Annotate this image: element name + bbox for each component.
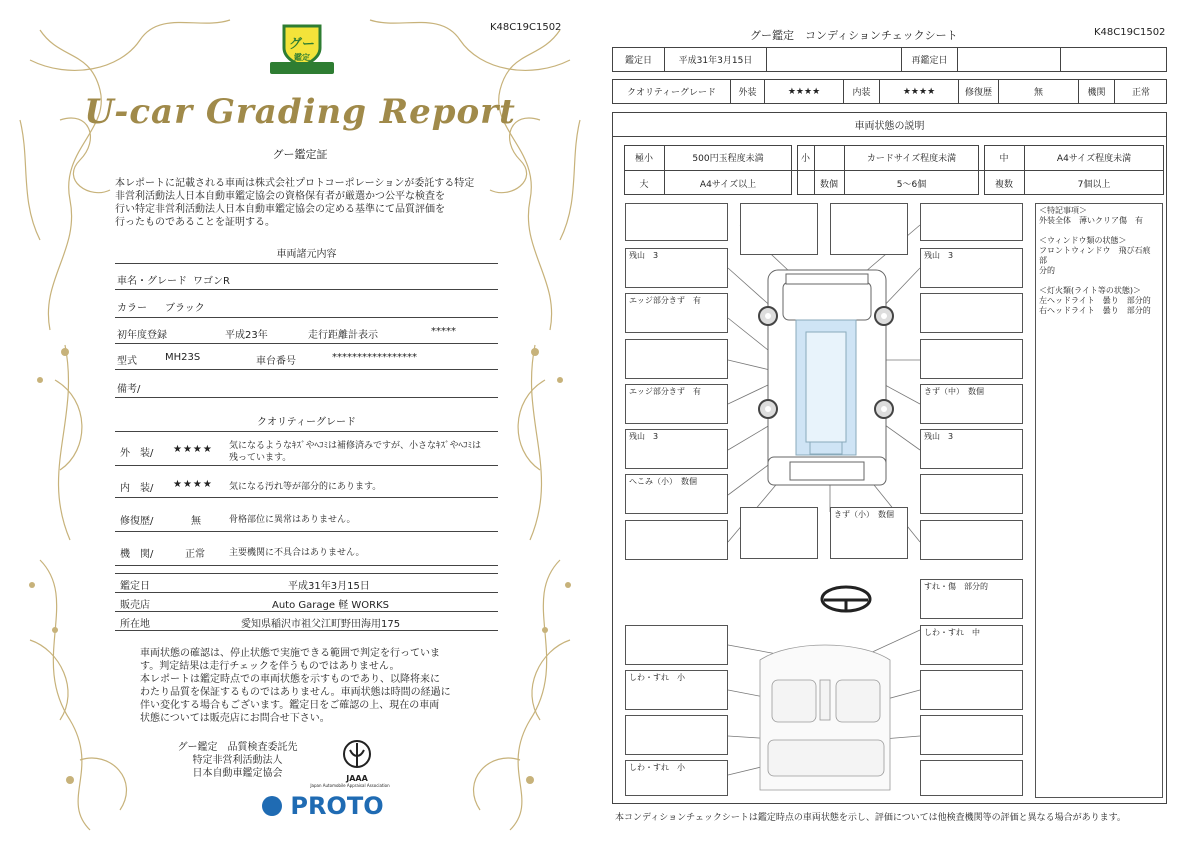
sheet-title: グー鑑定 コンディションチェックシート — [750, 29, 958, 42]
info-row-date — [115, 574, 498, 593]
chassis-label: 車台番号 — [256, 356, 296, 367]
note-line: ＜特記事項＞ — [1039, 206, 1087, 215]
legend-value: 5～6個 — [896, 180, 927, 190]
name-label: 車名・グレード — [117, 276, 187, 287]
callout-box — [625, 520, 728, 560]
info-value: Auto Garage 軽 WORKS — [272, 600, 389, 611]
callout-box — [830, 203, 908, 255]
proto-logo — [262, 792, 384, 820]
quality-label: 修復歴/ — [120, 516, 154, 527]
report-title: U-car Grading Report — [84, 92, 516, 132]
note-line — [1039, 276, 1159, 286]
repair-value: 無 — [999, 80, 1079, 103]
quality-desc: 気になる汚れ等が部分的にあります。 — [229, 482, 382, 492]
note-line: ＜灯火類(ライト等の状態)＞ — [1039, 286, 1142, 295]
quality-row-repair — [115, 502, 498, 532]
interior-stars: ★★★★ — [173, 479, 213, 490]
intro-line: 行い特定非営利活動法人日本自動車鑑定協会の定める基準にて品質評価を — [115, 204, 445, 215]
spec-heading: 車両諸元内容 — [276, 249, 337, 260]
callout-box — [625, 429, 728, 469]
quality-label: 内 装/ — [120, 483, 154, 494]
mileage-value: ***** — [431, 326, 456, 337]
spec-row-model — [115, 346, 498, 370]
disclaimer-paragraph — [140, 647, 480, 725]
callout-box — [920, 293, 1023, 333]
info-label: 販売店 — [120, 600, 150, 611]
quality-desc: 残っています。 — [229, 453, 292, 463]
steering-wheel-icon — [822, 587, 870, 611]
special-notes — [1035, 203, 1163, 798]
appraisal-date-label: 鑑定日 — [613, 48, 665, 71]
proto-mark-icon — [262, 796, 282, 816]
sheet-footer: 本コンディションチェックシートは鑑定時点の車両状態を示し、評価については他検査機関等の評価と異なる場合があります。 — [615, 813, 1126, 823]
callout-box — [625, 670, 728, 710]
color-label: カラー — [117, 303, 147, 314]
callout-box — [740, 507, 818, 559]
repair-value: 無 — [191, 516, 201, 527]
info-label: 所在地 — [120, 619, 150, 630]
intro-line: 非営利活動法人日本自動車鑑定協会の資格保有者が厳選かつ公平な検査を — [115, 191, 445, 202]
chassis-value: ***************** — [332, 352, 417, 363]
callout-text: しわ・すれ 中 — [924, 628, 980, 637]
legend-label: 小 — [800, 154, 810, 164]
note-line: す。判定結果は走行チェックを伴うものではありません。 — [140, 661, 400, 672]
quality-row-engine — [115, 536, 498, 566]
callout-text: エッジ部分きず 有 — [629, 296, 701, 305]
interior-label: 内装 — [844, 80, 880, 103]
note-line: 分的 — [1039, 266, 1055, 275]
callout-box — [920, 579, 1023, 619]
mileage-label: 走行距離計表示 — [308, 330, 378, 341]
callout-box — [920, 203, 1023, 241]
legend-value: A4サイズ程度未満 — [1056, 154, 1132, 164]
callout-text: すれ・傷 部分的 — [924, 582, 988, 591]
callout-text: へこみ（小） 数個 — [629, 477, 697, 486]
callout-text: しわ・すれ 小 — [629, 673, 685, 682]
info-row-dealer — [115, 593, 498, 612]
exterior-value: ★★★★ — [765, 80, 844, 103]
callout-text: 残山 3 — [924, 432, 954, 441]
certificate-id: K48C19C1502 — [490, 22, 562, 33]
legend-label: 複数 — [994, 180, 1013, 190]
remarks-label: 備考/ — [117, 384, 141, 395]
note-line: 状態については販売店にお問合せ下さい。 — [140, 713, 330, 724]
legend-value: 7個以上 — [1077, 180, 1111, 190]
intro-line: 本レポートに記載される車両は株式会社プロトコーポレーションが委託する特定 — [115, 178, 475, 189]
sheet-id: K48C19C1502 — [1094, 27, 1166, 38]
callout-box — [920, 625, 1023, 665]
note-line: ＜ウィンドウ類の状態＞ — [1039, 236, 1127, 245]
color-value: ブラック — [165, 303, 205, 314]
exterior-stars: ★★★★ — [173, 444, 213, 455]
callout-box — [920, 429, 1023, 469]
legend-value: カードサイズ程度未満 — [866, 154, 957, 164]
model-label: 型式 — [117, 356, 137, 367]
legend-label: 数個 — [819, 180, 838, 190]
callout-box — [920, 384, 1023, 424]
legend-value: 500円玉程度未満 — [692, 154, 764, 164]
engine-value: 正常 — [1131, 88, 1150, 98]
proto-text: PROTO — [290, 792, 384, 820]
callout-text: 残山 3 — [924, 251, 954, 260]
quality-row-interior — [115, 470, 498, 498]
note-line: 右ヘッドライト 曇り 部分的 — [1039, 306, 1151, 315]
intro-line: 行ったものであることを証明する。 — [115, 217, 275, 228]
intro-paragraph — [115, 177, 495, 229]
callout-box — [625, 625, 728, 665]
note-line: 外装全体 薄いクリア傷 有 — [1039, 216, 1143, 225]
quality-label: 外 装/ — [120, 448, 154, 459]
signature-line: 特定非営利活動法人 — [192, 755, 283, 766]
callout-box — [625, 203, 728, 241]
first-reg-label: 初年度登録 — [117, 330, 167, 341]
spec-row-name — [115, 266, 498, 290]
callout-box — [625, 293, 728, 333]
interior-value: ★★★★ — [880, 80, 959, 103]
callout-box — [830, 507, 908, 559]
callout-box — [625, 715, 728, 755]
legend-value: A4サイズ以上 — [699, 180, 757, 190]
quality-desc: 骨格部位に異常はありません。 — [229, 515, 356, 525]
callout-box — [920, 339, 1023, 379]
signature-line: グー鑑定 品質検査委託先 — [177, 742, 298, 753]
certificate-subtitle: グー鑑定証 — [272, 148, 328, 161]
note-line: 伴い変化する場合もございます。鑑定日をご確認の上、現在の車両 — [140, 700, 440, 711]
legend-label: 大 — [639, 180, 649, 190]
callout-box — [920, 760, 1023, 796]
callout-box — [625, 760, 728, 796]
callout-box — [625, 248, 728, 288]
logo-banner — [270, 62, 334, 74]
info-label: 鑑定日 — [120, 581, 150, 592]
condition-check-sheet — [600, 0, 1200, 848]
note-line: フロントウィンドウ 飛び石痕 部 — [1039, 246, 1159, 265]
spec-row-registration — [115, 320, 498, 344]
callout-text: エッジ部分きず 有 — [629, 387, 701, 396]
callout-text: しわ・すれ 小 — [629, 763, 685, 772]
grade-label: クオリティーグレード — [613, 80, 731, 103]
quality-desc: 気になるようなｷｽﾞやﾍｺﾐは補修済みですが、小さなｷｽﾞやﾍｺﾐは — [229, 441, 482, 451]
quality-desc: 主要機関に不具合はありません。 — [229, 548, 365, 558]
engine-label: 機関 — [1079, 80, 1115, 103]
appraisal-date-value: 平成31年3月15日 — [665, 48, 767, 71]
condition-heading: 車両状態の説明 — [612, 112, 1167, 137]
first-reg-value: 平成23年 — [225, 330, 268, 341]
model-value: MH23S — [165, 352, 201, 363]
spec-row-remarks — [115, 372, 498, 398]
reappraisal-date-label: 再鑑定日 — [902, 48, 958, 71]
note-line: 左ヘッドライト 曇り 部分的 — [1039, 296, 1151, 305]
callout-box — [920, 715, 1023, 755]
svg-text:グー: グー — [288, 37, 316, 52]
signature-line: 日本自動車鑑定協会 — [192, 768, 283, 779]
legend-label: 極小 — [634, 154, 653, 164]
callout-box — [625, 339, 728, 379]
callout-box — [740, 203, 818, 255]
info-value: 平成31年3月15日 — [288, 581, 370, 592]
info-row-address — [115, 612, 498, 631]
jaaa-subtitle: Japan Automobile Appraisal Association — [310, 783, 390, 788]
exterior-label: 外装 — [731, 80, 765, 103]
callout-box — [920, 520, 1023, 560]
note-line — [1039, 226, 1159, 236]
spec-row-color — [115, 292, 498, 318]
note-line: わたり品質を保証するものではありません。車両状態は時間の経過に — [140, 687, 451, 698]
jaaa-text: JAAA — [346, 774, 368, 783]
svg-text:鑑定: 鑑定 — [294, 53, 310, 62]
note-line: 車両状態の確認は、停止状態で実施できる範囲で判定を行っていま — [140, 648, 440, 659]
legend-label: 中 — [999, 154, 1009, 164]
interior-diagram — [760, 645, 890, 790]
engine-value: 正常 — [185, 549, 205, 560]
info-value: 愛知県稲沢市祖父江町野田海用175 — [241, 619, 401, 630]
callout-box — [625, 384, 728, 424]
callout-box — [920, 474, 1023, 514]
inspection-signature — [165, 741, 310, 780]
name-value: ワゴンR — [193, 276, 230, 287]
callout-text: きず（小） 数個 — [834, 510, 894, 519]
callout-box — [920, 248, 1023, 288]
note-line: 本レポートは鑑定時点での車両状態を示すものであり、以降将来に — [140, 674, 440, 685]
quality-heading: クオリティーグレード — [257, 417, 356, 428]
callout-box — [625, 474, 728, 514]
callout-text: 残山 3 — [629, 251, 659, 260]
callout-text: 残山 3 — [629, 432, 659, 441]
callout-text: きず（中） 数個 — [924, 387, 984, 396]
quality-label: 機 関/ — [120, 549, 154, 560]
repair-label: 修復歴 — [959, 80, 999, 103]
quality-row-exterior — [115, 434, 498, 466]
callout-box — [920, 670, 1023, 710]
